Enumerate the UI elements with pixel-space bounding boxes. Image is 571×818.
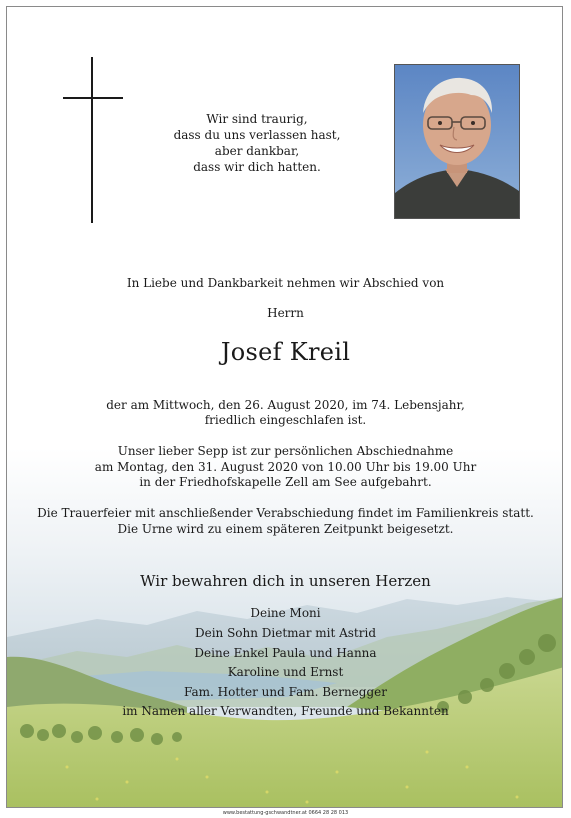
portrait-photo [394,64,520,219]
death-notice-line: der am Mittwoch, den 26. August 2020, im 74. Lebensjahr, [106,398,465,412]
obituary-card [6,6,563,808]
ceremony-info-line: Die Urne wird zu einem späteren Zeitpunkt beigesetzt. [117,522,454,536]
salutation: Herrn [267,306,304,320]
footer-contact: www.bestattung-gschwandtner.at 0664 28 28 013 [222,810,349,816]
mourner-line: Karoline und Ernst [227,665,344,679]
poem-line: Wir sind traurig, [206,112,308,126]
poem-line: dass du uns verlassen hast, [173,128,341,142]
mourner-line: Deine Enkel Paula und Hanna [194,646,377,660]
death-notice-line: friedlich eingeschlafen ist. [204,413,367,427]
poem-line: dass wir dich hatten. [193,160,321,174]
viewing-info-line: in der Friedhofskapelle Zell am See aufgebahrt. [139,475,432,489]
poem [157,111,357,175]
viewing-info-line: am Montag, den 31. August 2020 von 10.00 Uhr bis 19.00 Uhr [94,460,477,474]
mourner-line: im Namen aller Verwandten, Freunde und Bekannten [122,704,449,718]
mourner-line: Dein Sohn Dietmar mit Astrid [194,626,377,640]
intro-text: In Liebe und Dankbarkeit nehmen wir Abschied von [126,276,445,290]
poem-line: aber dankbar, [214,144,300,158]
mourner-line: Fam. Hotter und Fam. Bernegger [184,685,387,699]
ceremony-info-line: Die Trauerfeier mit anschließender Verabschiedung findet im Familienkreis statt. [37,506,534,520]
memorial-motto: Wir bewahren dich in unseren Herzen [140,572,431,590]
deceased-name: Josef Kreil [220,338,351,366]
viewing-info-line: Unser lieber Sepp ist zur persönlichen Abschiednahme [117,444,454,458]
cross-icon [63,57,123,223]
mourner-line: Deine Moni [250,606,321,620]
